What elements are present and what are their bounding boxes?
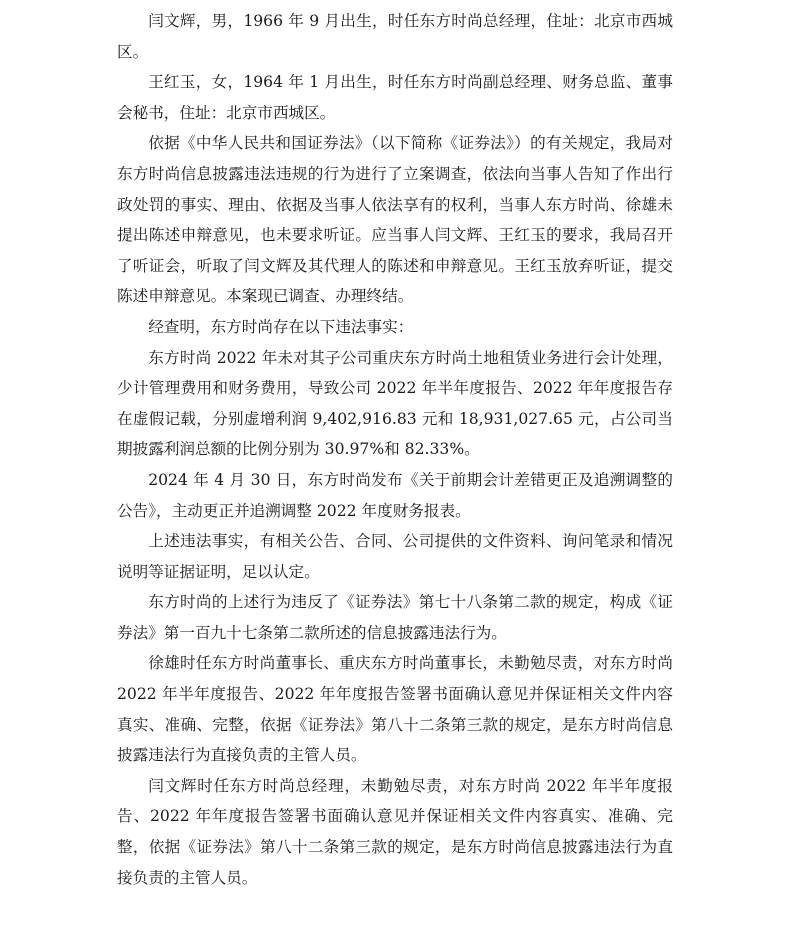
paragraph-legal-violation: 东方时尚的上述行为违反了《证券法》第七十八条第二款的规定，构成《证券法》第一百九十七条第二款所述的信息披露违法行为。	[117, 593, 673, 642]
paragraph-wang-hongyu-profile: 王红玉，女，1964 年 1 月出生，时任东方时尚副总经理、财务总监、董事会秘书，住址：北京市西城区。	[117, 73, 673, 122]
paragraph-xu-xiong-responsibility: 徐雄时任东方时尚董事长、重庆东方时尚董事长，未勤勉尽责，对东方时尚 2022 年半年度报告、2022 年年度报告签署书面确认意见并保证相关文件内容真实、准确、完整，依据《证券法》第八十二条第三款的规定，是东方时尚信息披露违法行为直接负责的主管人员。	[117, 654, 673, 765]
paragraph-investigation-procedure: 依据《中华人民共和国证券法》（以下简称《证券法》）的有关规定，我局对东方时尚信息披露违法违规的行为进行了立案调查，依法向当事人告知了作出行政处罚的事实、理由、依据及当事人依法享有的权利，当事人东方时尚、徐雄未提出陈述申辩意见，也未要求听证。应当事人闫文辉、王红玉的要求，我局召开了听证会，听取了闫文辉及其代理人的陈述和申辩意见。王红玉放弃听证，提交陈述申辩意见。本案现已调查、办理终结。	[117, 134, 673, 306]
paragraph-evidence: 上述违法事实，有相关公告、合同、公司提供的文件资料、询问笔录和情况说明等证据证明，足以认定。	[117, 532, 673, 581]
paragraph-accounting-violation: 东方时尚 2022 年未对其子公司重庆东方时尚土地租赁业务进行会计处理，少计管理费用和财务费用，导致公司 2022 年半年度报告、2022 年年度报告存在虚假记载，分别虚增利润 9,402,916.83 元和 18,931,027.65 元，占公司当期披露利润总额的比例分别为 30.97%和 82.33%。	[117, 348, 673, 459]
paragraph-yan-wenhui-profile: 闫文辉，男，1966 年 9 月出生，时任东方时尚总经理，住址：北京市西城区。	[117, 12, 673, 61]
paragraph-yan-wenhui-responsibility: 闫文辉时任东方时尚总经理，未勤勉尽责，对东方时尚 2022 年半年度报告、2022 年年度报告签署书面确认意见并保证相关文件内容真实、准确、完整，依据《证券法》第八十二条第三款的规定，是东方时尚信息披露违法行为直接负责的主管人员。	[117, 776, 673, 887]
document-body	[117, 0, 673, 893]
paragraph-findings-intro: 经查明，东方时尚存在以下违法事实：	[148, 317, 414, 336]
paragraph-correction-announcement: 2024 年 4 月 30 日，东方时尚发布《关于前期会计差错更正及追溯调整的公告》，主动更正并追溯调整 2022 年度财务报表。	[117, 470, 673, 520]
